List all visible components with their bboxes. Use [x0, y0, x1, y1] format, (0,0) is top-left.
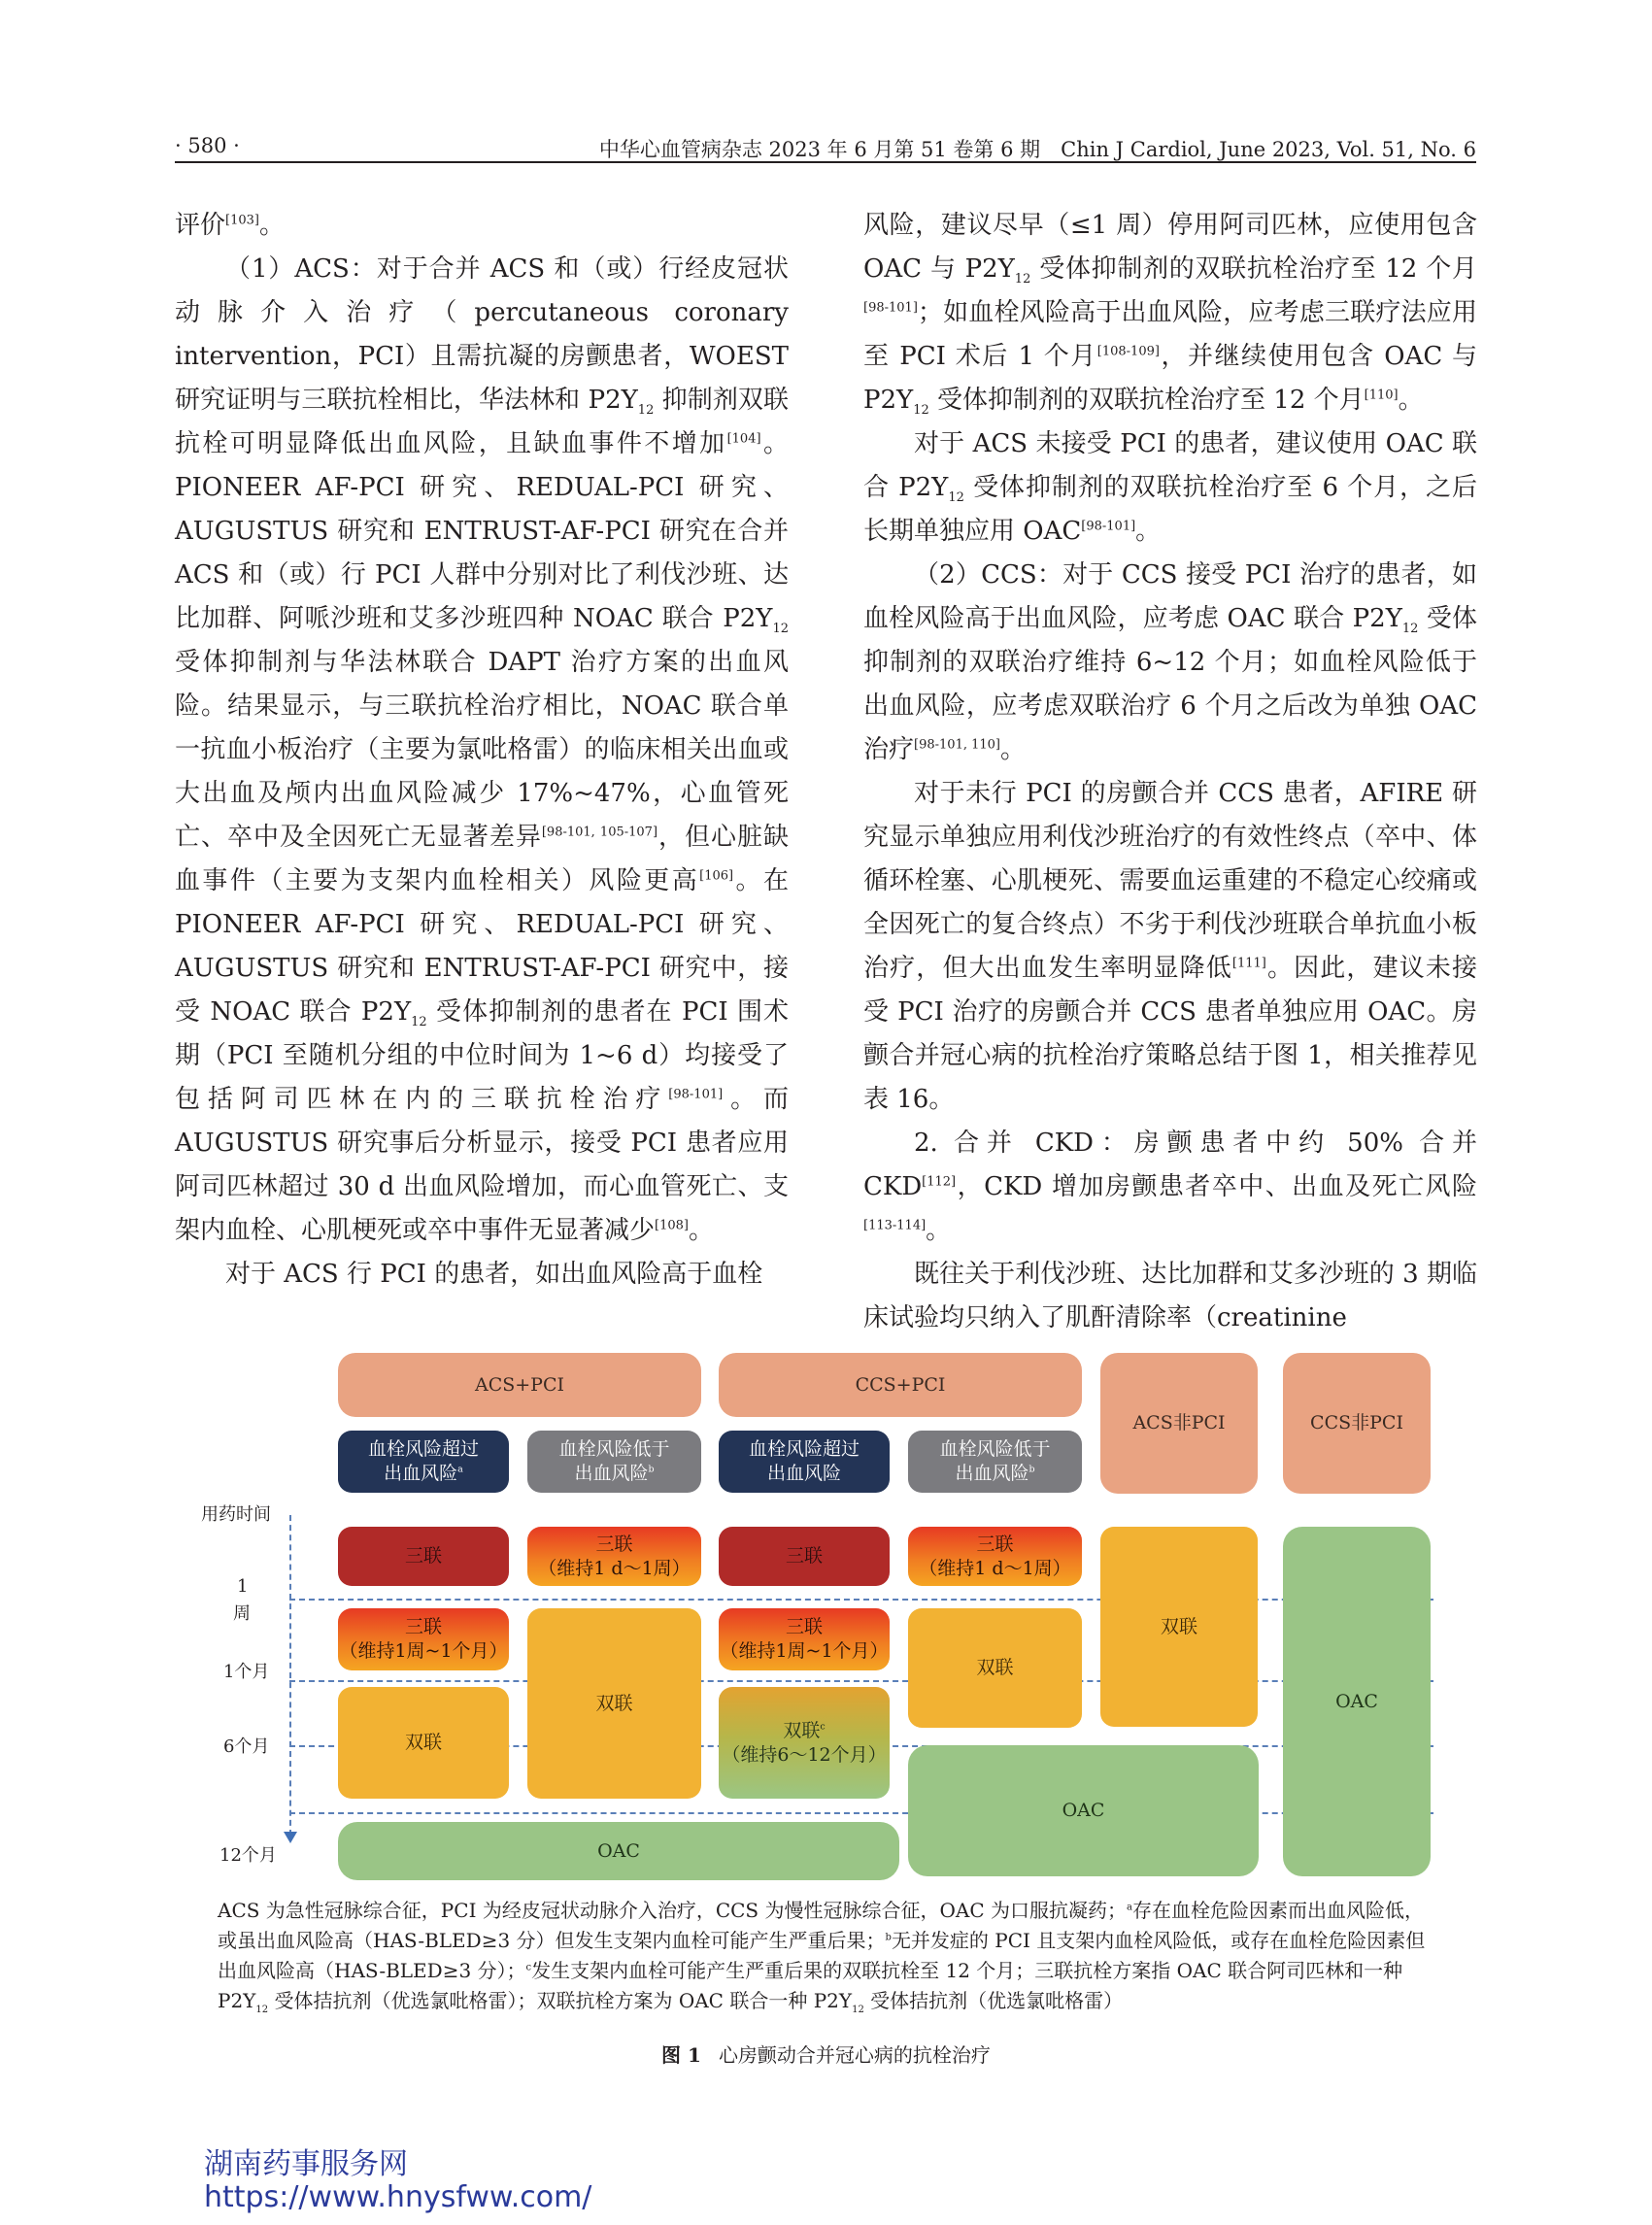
acs-low-triple-1d-1w: 三联 （维持1 d～1周） — [527, 1527, 701, 1586]
acs-high-triple: 三联 — [338, 1527, 509, 1586]
figure-caption: ACS 为急性冠脉综合征，PCI 为经皮冠状动脉介入治疗，CCS 为慢性冠脉综合征，OAC 为口服抗凝药；$^a$存在血栓危险因素而出血风险低，或虽出血风险高（HAS-BLED≥3 分）但发生支架内血栓可能产生严重后果；$^b$无并发症的 PCI 且支架内血栓风险低，或存在血栓危险因素但出血风险高（HAS-BLED≥3 分）；$^c$发生支架内血栓可能产生严重后果的双联抗栓至 12 个月；三联抗栓方案指 OAC 联合阿司匹林和一种 $P2Y_{12}$ 受体拮抗剂（优选氯吡格雷）；双联抗栓方案为 OAC 联合一种 $P2Y_{12}$ 受体拮抗剂（优选氯吡格雷） — [218, 1899, 1426, 2015]
time-label-12m: 12个月 — [219, 1845, 277, 1866]
right-paragraph: （2）CCS：对于 CCS 接受 PCI 治疗的患者，如血栓风险高于出血风险，应考虑 OAC 联合 $P2Y_{12}$ 受体抑制剂的双联治疗维持 6~12 个月；如血栓风险低于出血风险，应考虑双联治疗 6 个月之后改为单独 OAC 治疗[98-101, 110]。 — [863, 560, 1478, 764]
acs-pci-oac: OAC — [338, 1822, 899, 1880]
gridline-12m — [289, 1812, 1433, 1814]
ccs-low-dual: 双联 — [908, 1608, 1082, 1728]
watermark-name: 湖南药事服务网 — [204, 2147, 408, 2181]
time-axis-title: 用药时间 — [201, 1504, 271, 1525]
time-axis-line — [289, 1515, 291, 1836]
left-paragraph: 对于 ACS 行 PCI 的患者，如出血风险高于血栓 — [225, 1260, 763, 1289]
right-paragraph: 对于 ACS 未接受 PCI 的患者，建议使用 OAC 联合 $P2Y_{12}$ 受体抑制剂的双联抗栓治疗至 6 个月，之后长期单独应用 OAC[98-101]。 — [863, 429, 1477, 546]
page-number: · 580 · — [175, 134, 240, 157]
time-label-1m: 1个月 — [223, 1662, 270, 1682]
gridline-1m — [289, 1680, 1433, 1682]
watermark-url: https://www.hnysfww.com/ — [204, 2180, 592, 2214]
right-text-column — [863, 204, 1477, 1340]
acs-high-dual: 双联 — [338, 1687, 509, 1799]
ccs-high-dual-6-12m: 双联$^c$ （维持6～12个月） — [719, 1687, 890, 1799]
ccs-high-triple: 三联 — [719, 1527, 890, 1586]
header-ccs-pci: CCS+PCI — [719, 1353, 1082, 1417]
risk-thrombosis-high-acs: 血栓风险超过 出血风险$^a$ — [338, 1431, 509, 1493]
figure-title: 图 1 心房颤动合并冠心病的抗栓治疗 — [661, 2043, 991, 2067]
time-axis-arrow — [284, 1832, 297, 1843]
right-paragraph: 既往关于利伐沙班、达比加群和艾多沙班的 3 期临床试验均只纳入了肌酐清除率（creatinine — [863, 1260, 1477, 1332]
acs-non-pci-dual: 双联 — [1100, 1527, 1258, 1727]
risk-thrombosis-high-ccs: 血栓风险超过 出血风险 — [719, 1431, 890, 1493]
right-paragraph: 风险，建议尽早（≤1 周）停用阿司匹林，应使用包含 OAC 与 $P2Y_{12}$ 受体抑制剂的双联抗栓治疗至 12 个月[98-101]；如血栓风险高于出血风险，应考虑三联疗法应用至 PCI 术后 1 个月[108-109]，并继续使用包含 OAC 与 $P2Y_{12}$ 受体抑制剂的双联抗栓治疗至 12 个月[110]。 — [863, 211, 1477, 419]
risk-thrombosis-low-acs: 血栓风险低于 出血风险$^b$ — [527, 1431, 701, 1493]
acs-high-triple-1w-1m: 三联 （维持1周~1个月） — [338, 1608, 509, 1670]
left-paragraph: 评价[103]。 — [175, 211, 285, 240]
risk-thrombosis-low-ccs: 血栓风险低于 出血风险$^b$ — [908, 1431, 1082, 1493]
header-acs-pci: ACS+PCI — [338, 1353, 701, 1417]
gridline-1w — [289, 1599, 1433, 1601]
journal-header: 中华心血管病杂志 2023 年 6 月第 51 卷第 6 期 Chin J Cardiol, June 2023, Vol. 51, No. 6 — [598, 138, 1476, 161]
header-rule — [175, 161, 1476, 163]
header-acs-non-pci: ACS非PCI — [1100, 1353, 1258, 1494]
time-label-1w-a: 1 — [237, 1576, 249, 1597]
acs-low-dual: 双联 — [527, 1608, 701, 1799]
header-ccs-non-pci: CCS非PCI — [1283, 1353, 1431, 1494]
ccs-high-triple-1w-1m: 三联 （维持1周~1个月） — [719, 1608, 890, 1670]
right-paragraph: 2. 合并 CKD：房颤患者中约 50% 合并 CKD[112]，CKD 增加房颤患者卒中、出血及死亡风险[113-114]。 — [863, 1129, 1477, 1245]
ccs-low-triple-1d-1w: 三联 （维持1 d～1周） — [908, 1527, 1082, 1586]
right-paragraph: 对于未行 PCI 的房颤合并 CCS 患者，AFIRE 研究显示单独应用利伐沙班治疗的有效性终点（卒中、体循环栓塞、心肌梗死、需要血运重建的不稳定心绞痛或全因死亡的复合终点）不劣于利伐沙班联合单抗血小板治疗，但大出血发生率明显降低[111]。因此，建议未接受 PCI 治疗的房颤合并 CCS 患者单独应用 OAC。房颤合并冠心病的抗栓治疗策略总结于图 1，相关推荐见表 16。 — [863, 779, 1477, 1114]
ccs-low-oac: OAC — [908, 1745, 1259, 1876]
left-text-column — [175, 204, 789, 1297]
left-paragraph: （1）ACS：对于合并 ACS 和（或）行经皮冠状动脉介入治疗（percutaneous coronary intervention，PCI）且需抗凝的房颤患者，WOEST 研究证明与三联抗栓相比，华法林和 $P2Y_{12}$ 抑制剂双联抗栓可明显降低出血风险，且缺血事件不增加[104]。PIONEER AF-PCI 研究、REDUAL-PCI 研究、AUGUSTUS 研究和 ENTRUST-AF-PCI 研究在合并 ACS 和（或）行 PCI 人群中分别对比了利伐沙班、达比加群、阿哌沙班和艾多沙班四种 NOAC 联合 $P2Y_{12}$ 受体抑制剂与华法林联合 DAPT 治疗方案的出血风险。结果显示，与三联抗栓治疗相比，NOAC 联合单一抗血小板治疗（主要为氯吡格雷）的临床相关出血或大出血及颅内出血风险减少 17%~47%，心血管死亡、卒中及全因死亡无显著差异[98-101, 105-107]，但心脏缺血事件（主要为支架内血栓相关）风险更高[106]。在 PIONEER AF-PCI 研究、REDUAL-PCI 研究、AUGUSTUS 研究和 ENTRUST-AF-PCI 研究中，接受 NOAC 联合 $P2Y_{12}$ 受体抑制剂的患者在 PCI 围术期（PCI 至随机分组的中位时间为 1~6 d）均接受了包括阿司匹林在内的三联抗栓治疗[98-101]。而 AUGUSTUS 研究事后分析显示，接受 PCI 患者应用阿司匹林超过 30 d 出血风险增加，而心血管死亡、支架内血栓、心肌梗死或卒中事件无显著减少[108]。 — [175, 254, 790, 1245]
time-label-6m: 6个月 — [223, 1736, 270, 1757]
ccs-non-pci-oac: OAC — [1283, 1527, 1431, 1876]
time-label-1w-b: 周 — [233, 1603, 251, 1624]
